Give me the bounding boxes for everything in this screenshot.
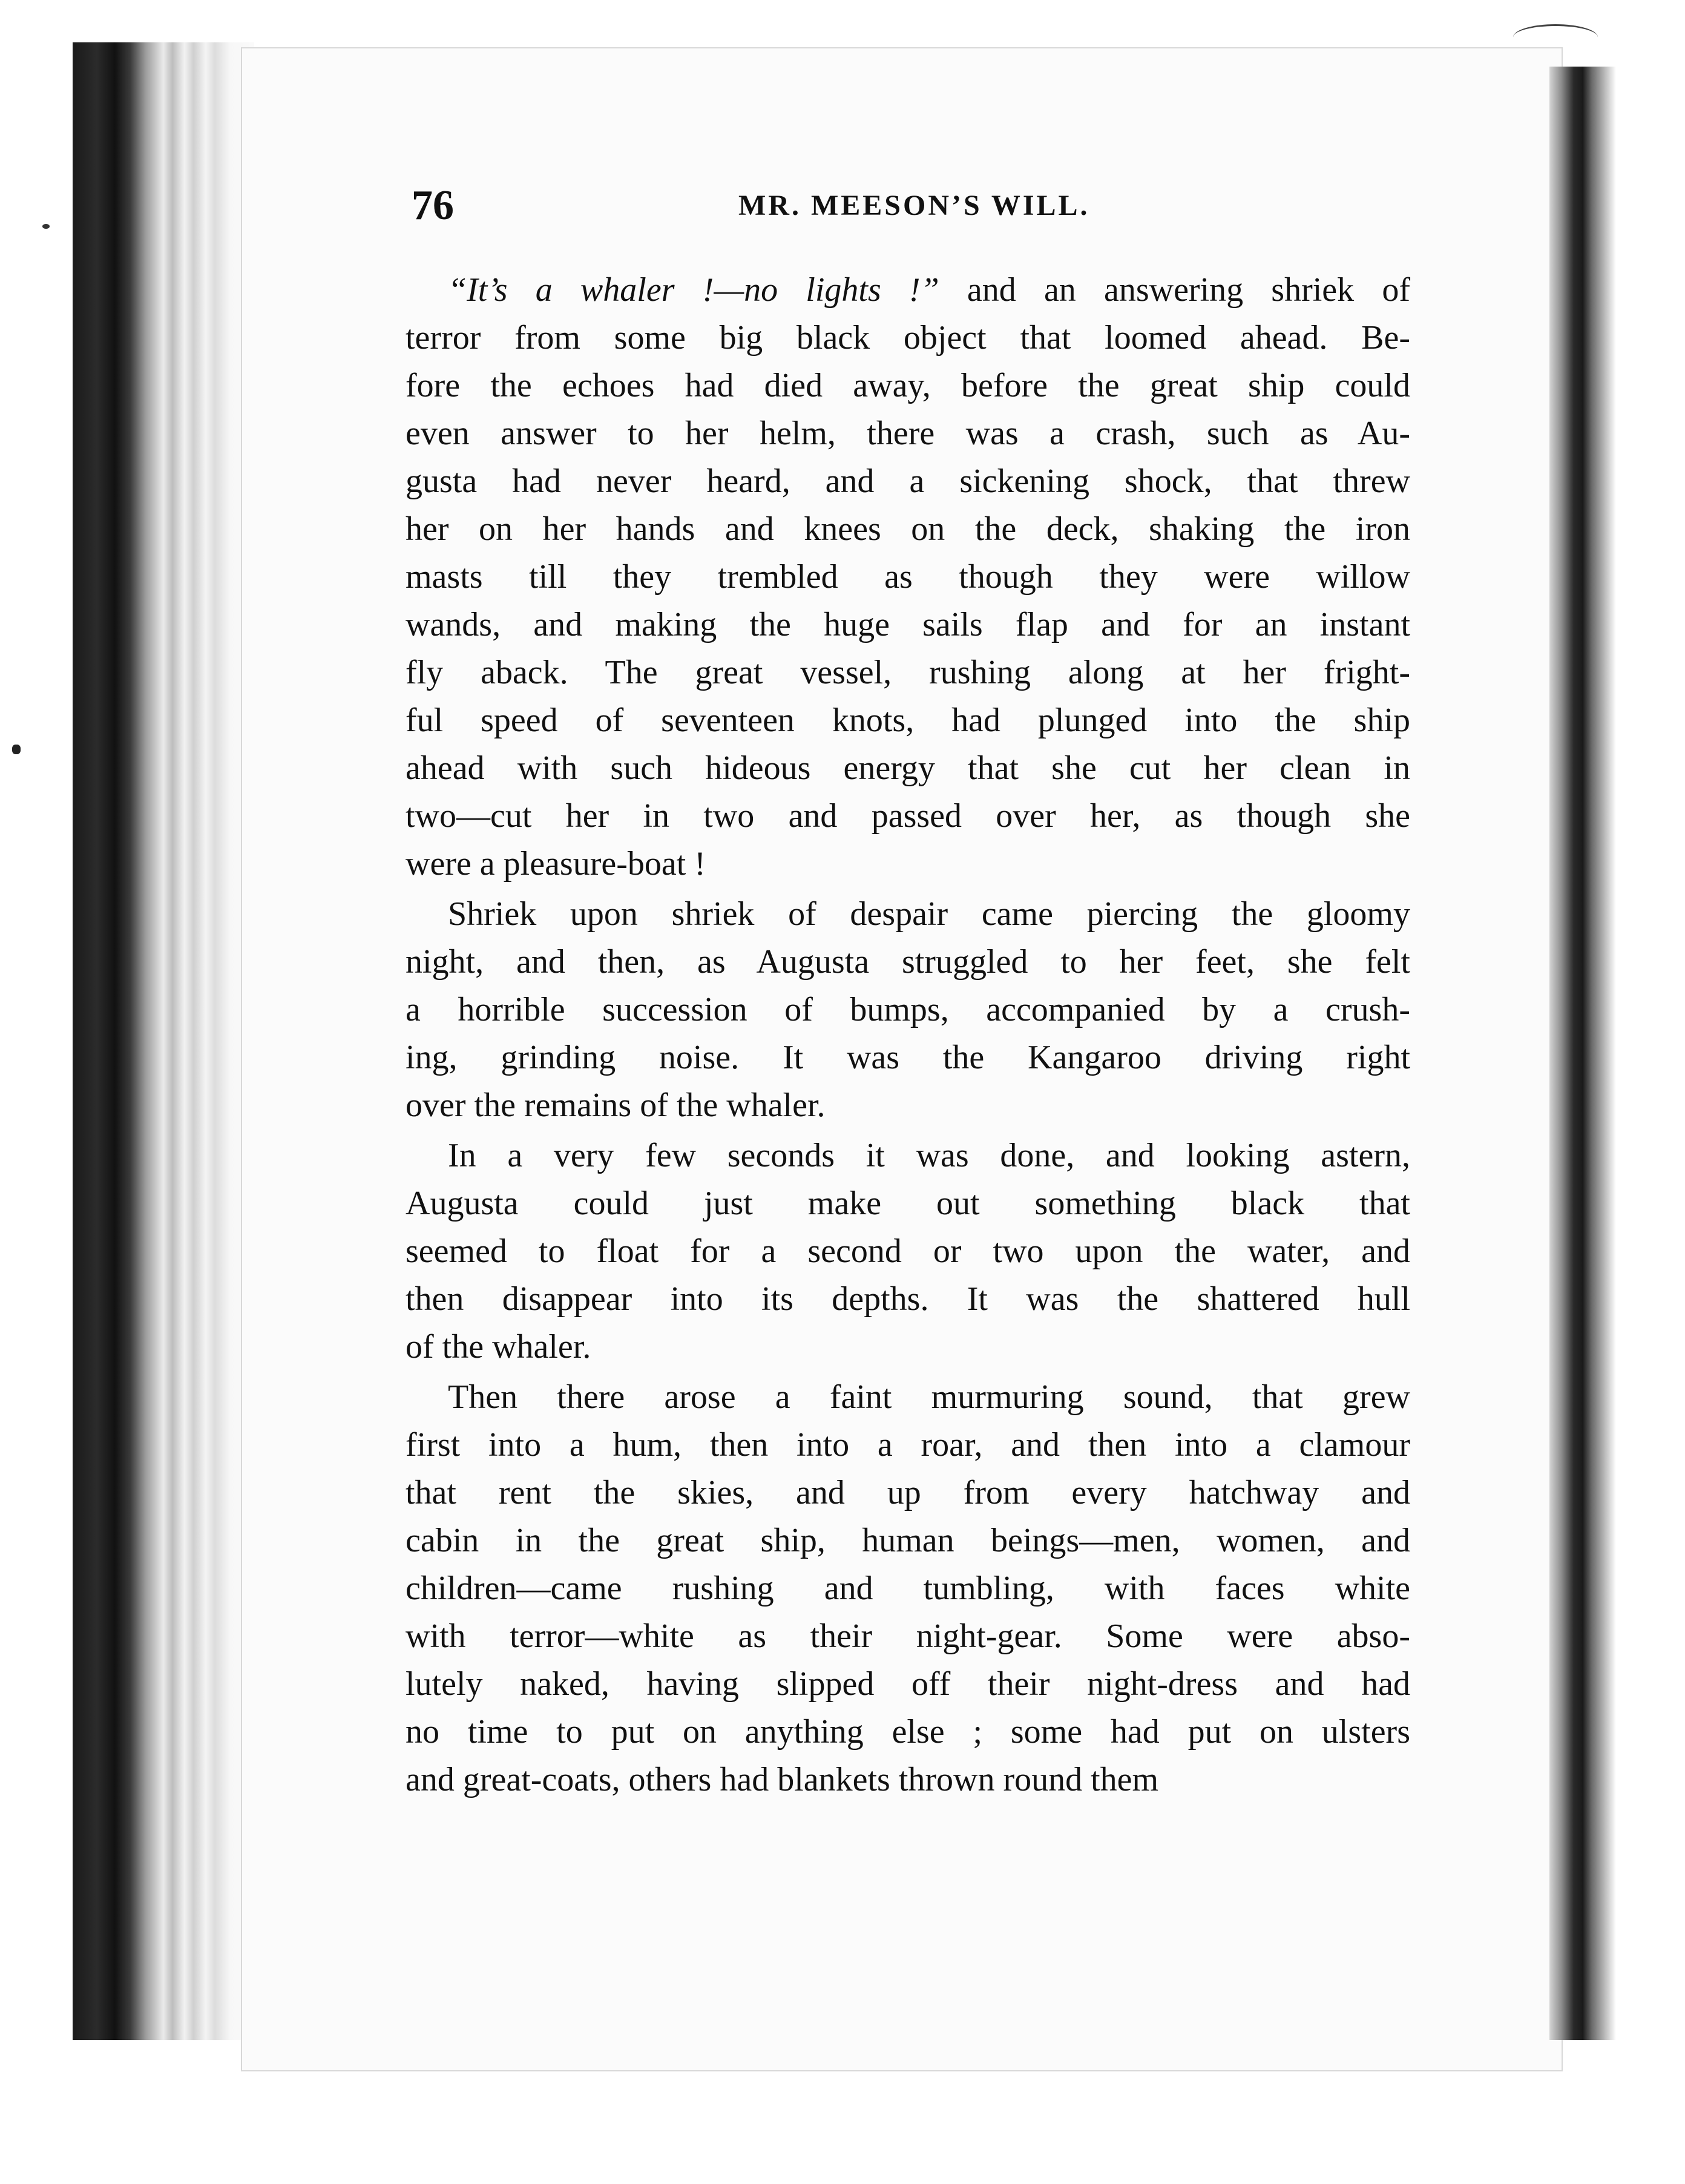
body-text: [406, 266, 1410, 1806]
text-line: masts till they trembled as though they were willow: [406, 558, 1410, 596]
paragraph: [406, 1132, 1410, 1371]
text-line: seemed to float for a second or two upon the water, and: [406, 1232, 1410, 1270]
text-line: ful speed of seventeen knots, had plunged into the ship: [406, 702, 1410, 739]
scan-speck: [12, 745, 21, 754]
running-head: MR. MEESON’S WILL.: [738, 189, 1090, 222]
text-run: and an answering shriek of: [939, 271, 1410, 309]
text-line: Augusta could just make out something black that: [406, 1185, 1410, 1222]
scan-corner-mark: [1513, 24, 1598, 50]
text-line: even answer to her helm, there was a crash, such as Au-: [406, 415, 1410, 452]
text-line: with terror—white as their night-gear. Some were abso-: [406, 1617, 1410, 1655]
text-line: and great-coats, others had blankets thrown round them: [406, 1761, 1159, 1798]
page-number: 76: [412, 182, 454, 229]
text-line: a horrible succession of bumps, accompanied by a crush-: [406, 991, 1410, 1028]
text-line: wands, and making the huge sails flap and for an instant: [406, 606, 1410, 643]
text-line: ahead with such hideous energy that she cut her clean in: [406, 749, 1410, 787]
text-line: cabin in the great ship, human beings—men, women, and: [406, 1522, 1410, 1559]
text-line: Shriek upon shriek of despair came piercing the gloomy: [448, 895, 1410, 933]
text-line: lutely naked, having slipped off their night-dress and had: [406, 1665, 1410, 1703]
paragraph: [406, 266, 1410, 888]
text-line: then disappear into its depths. It was the shattered hull: [406, 1280, 1410, 1318]
text-line: two—cut her in two and passed over her, as though she: [406, 797, 1410, 835]
text-line: [406, 266, 1410, 314]
text-line: first into a hum, then into a roar, and then into a clamour: [406, 1426, 1410, 1464]
text-line: over the remains of the whaler.: [406, 1087, 826, 1124]
page-header: [412, 182, 1108, 248]
text-line: that rent the skies, and up from every hatchway and: [406, 1474, 1410, 1511]
text-line: terror from some big black object that loomed ahead. Be-: [406, 319, 1410, 357]
text-line: gusta had never heard, and a sickening shock, that threw: [406, 462, 1410, 500]
text-line: of the whaler.: [406, 1328, 591, 1366]
text-line: night, and then, as Augusta struggled to her feet, she felt: [406, 943, 1410, 981]
text-line: her on her hands and knees on the deck, shaking the iron: [406, 510, 1410, 548]
text-line: no time to put on anything else ; some had put on ulsters: [406, 1713, 1410, 1751]
text-line: In a very few seconds it was done, and looking astern,: [448, 1137, 1410, 1174]
text-line: Then there arose a faint murmuring sound, that grew: [448, 1378, 1410, 1416]
text-line: children—came rushing and tumbling, with faces white: [406, 1570, 1410, 1607]
text-line: were a pleasure-boat !: [406, 845, 706, 883]
text-line: ing, grinding noise. It was the Kangaroo driving right: [406, 1039, 1410, 1076]
text-line: fore the echoes had died away, before the great ship could: [406, 367, 1410, 404]
scan-speck: [42, 224, 50, 229]
text-line: fly aback. The great vessel, rushing along at her fright-: [406, 654, 1410, 691]
binding-shadow: [1549, 67, 1646, 2040]
italic-exclamation: “It’s a whaler !—no lights !”: [448, 271, 939, 309]
paragraph: [406, 1373, 1410, 1804]
paragraph: [406, 890, 1410, 1130]
page-edge-stack: [73, 42, 254, 2040]
